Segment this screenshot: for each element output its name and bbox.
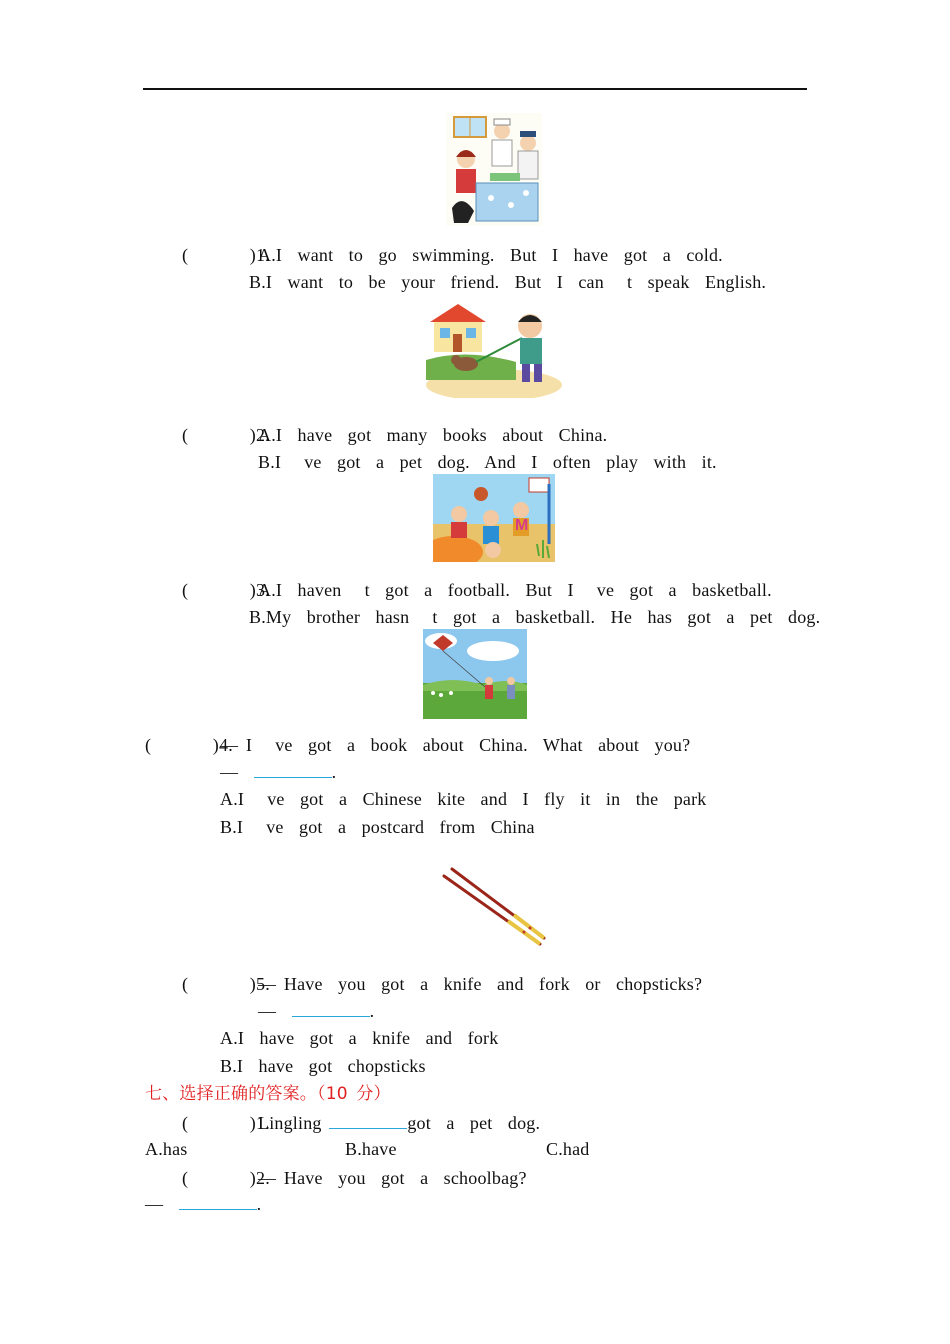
q4-paren[interactable]: ( )4.: [145, 735, 233, 755]
s7-q2-dash: —: [145, 1194, 164, 1214]
header-rule: [143, 88, 807, 90]
section7-heading: 七、选择正确的答案。（10 分）: [145, 1084, 391, 1104]
kite-flying-illustration: [423, 629, 527, 719]
q2-paren[interactable]: ( )2.: [182, 425, 270, 445]
q5-option-b: B.I have got chopsticks: [220, 1056, 426, 1076]
s7-q2-blank[interactable]: [179, 1193, 257, 1210]
s7-q1-option-a[interactable]: A.has: [145, 1139, 188, 1159]
q4-period: .: [331, 762, 337, 782]
q2-option-b: B.I ve got a pet dog. And I often play with it.: [258, 452, 717, 472]
q1-paren[interactable]: ( )1.: [182, 245, 270, 265]
q3-option-a: A.I haven t got a football. But I ve got a basketball.: [258, 580, 772, 600]
q4-answer-line: [220, 761, 336, 783]
q3-paren[interactable]: ( )3.: [182, 580, 270, 600]
q5-dash: —: [258, 1001, 277, 1021]
s7-q1-option-c[interactable]: C.had: [546, 1139, 590, 1159]
s7-q2-prompt: — Have you got a schoolbag?: [258, 1168, 527, 1188]
q5-period: .: [369, 1001, 375, 1021]
q5-option-a: A.I have got a knife and fork: [220, 1028, 499, 1048]
q5-prompt: — Have you got a knife and fork or chopsticks?: [258, 974, 703, 994]
s7-q1-stem: [258, 1112, 540, 1134]
q3-option-b: B.My brother hasn t got a basketball. He has got a pet dog.: [249, 607, 821, 627]
boy-walking-dog-illustration: [426, 300, 562, 398]
s7-q1-paren[interactable]: ( )1.: [182, 1113, 270, 1133]
s7-q2-paren[interactable]: ( )2.: [182, 1168, 270, 1188]
kids-basketball-illustration: [433, 474, 555, 562]
q4-option-b: B.I ve got a postcard from China: [220, 817, 535, 837]
q2-option-a: A.I have got many books about China.: [258, 425, 608, 445]
q5-answer-line: [258, 1000, 374, 1022]
s7-q2-period: .: [256, 1194, 262, 1214]
s7-q1-option-b[interactable]: B.have: [345, 1139, 397, 1159]
s7-q1-blank[interactable]: [329, 1112, 407, 1129]
s7-q2-answer-line: [145, 1193, 261, 1215]
q4-prompt: — I ve got a book about China. What about you?: [220, 735, 691, 755]
q1-option-b: B.I want to be your friend. But I can t speak English.: [249, 272, 767, 292]
q4-option-a: A.I ve got a Chinese kite and I fly it in the park: [220, 789, 707, 809]
s7-q1-after: got a pet dog.: [407, 1113, 541, 1133]
q1-option-a: A.I want to go swimming. But I have got a cold.: [258, 245, 723, 265]
q4-dash: —: [220, 762, 239, 782]
chopsticks-illustration: [440, 866, 548, 952]
q4-answer-blank[interactable]: [254, 761, 332, 778]
q5-answer-blank[interactable]: [292, 1000, 370, 1017]
q5-paren[interactable]: ( )5.: [182, 974, 270, 994]
s7-q1-before: Lingling: [258, 1113, 330, 1133]
sick-at-home-illustration: [446, 113, 542, 226]
svg-text:M: M: [515, 517, 529, 534]
